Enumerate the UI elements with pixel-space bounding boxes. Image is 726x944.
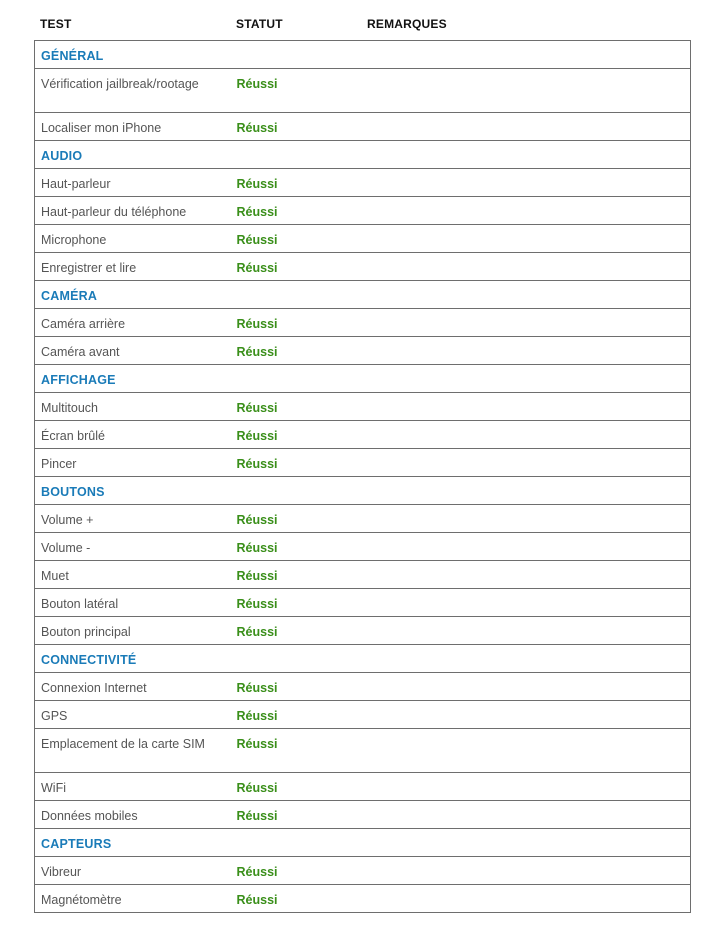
status-cell [237, 533, 368, 561]
remark-cell [368, 225, 691, 253]
status-cell [237, 449, 368, 477]
section-title: AUDIO [41, 149, 83, 163]
status-badge: Réussi [236, 681, 278, 695]
remark-cell [368, 533, 691, 561]
test-cell [35, 309, 237, 337]
status-badge: Réussi [236, 709, 278, 723]
status-cell [237, 773, 368, 801]
section-title: CAMÉRA [41, 289, 98, 303]
column-header-statut: STATUT [236, 17, 283, 31]
remark-text [368, 225, 691, 232]
table-row [35, 561, 691, 589]
remark-text [368, 801, 691, 808]
status-badge: Réussi [236, 625, 278, 639]
status-badge: Réussi [236, 205, 278, 219]
table-row [35, 617, 691, 645]
remark-cell [368, 885, 691, 913]
status-cell [237, 561, 368, 589]
remark-cell [368, 169, 691, 197]
test-results-body [35, 41, 691, 913]
status-cell [237, 729, 368, 773]
test-cell [35, 729, 237, 773]
status-badge: Réussi [236, 317, 278, 331]
section-cell [35, 477, 691, 505]
remark-text [368, 589, 691, 596]
remark-text [368, 309, 691, 316]
remark-cell [368, 253, 691, 281]
remark-text [368, 673, 691, 680]
test-name: Haut-parleur [41, 177, 111, 191]
remark-text [368, 561, 691, 568]
remark-cell [368, 197, 691, 225]
remark-cell [368, 449, 691, 477]
remark-text [368, 857, 691, 864]
table-row [35, 113, 691, 141]
remark-cell [368, 421, 691, 449]
remark-cell [368, 505, 691, 533]
status-badge: Réussi [236, 121, 278, 135]
remark-cell [368, 801, 691, 829]
status-badge: Réussi [236, 781, 278, 795]
status-cell [237, 197, 368, 225]
section-title: BOUTONS [41, 485, 105, 499]
test-cell [35, 773, 237, 801]
test-name: Magnétomètre [41, 893, 122, 907]
remark-text [368, 505, 691, 512]
test-name: Vérification jailbreak/rootage [41, 77, 199, 91]
table-row [35, 801, 691, 829]
test-cell [35, 337, 237, 365]
test-cell [35, 393, 237, 421]
test-name: Vibreur [41, 865, 82, 879]
status-cell [237, 421, 368, 449]
section-cell [35, 281, 691, 309]
test-results-table [34, 40, 691, 913]
status-cell [237, 69, 368, 113]
table-row [35, 885, 691, 913]
test-cell [35, 449, 237, 477]
test-name: Muet [41, 569, 69, 583]
test-name: Microphone [41, 233, 107, 247]
remark-cell [368, 773, 691, 801]
table-row [35, 253, 691, 281]
remark-text [368, 729, 691, 736]
section-row [35, 829, 691, 857]
remark-text [368, 393, 691, 400]
remark-text [368, 701, 691, 708]
column-header-remarques: REMARQUES [367, 17, 447, 31]
test-name: Pincer [41, 457, 77, 471]
test-cell [35, 169, 237, 197]
status-cell [237, 857, 368, 885]
status-cell [237, 113, 368, 141]
section-cell [35, 365, 691, 393]
test-name: GPS [41, 709, 68, 723]
section-title: AFFICHAGE [41, 373, 116, 387]
test-name: Haut-parleur du téléphone [41, 205, 187, 219]
status-cell [237, 169, 368, 197]
test-name: Bouton principal [41, 625, 131, 639]
test-cell [35, 421, 237, 449]
status-badge: Réussi [236, 809, 278, 823]
table-row [35, 225, 691, 253]
remark-text [368, 197, 691, 204]
test-name: Bouton latéral [41, 597, 119, 611]
test-name: Volume - [41, 541, 91, 555]
test-cell [35, 69, 237, 113]
section-row [35, 281, 691, 309]
test-cell [35, 225, 237, 253]
remark-cell [368, 857, 691, 885]
remark-cell [368, 561, 691, 589]
test-name: Enregistrer et lire [41, 261, 137, 275]
status-cell [237, 505, 368, 533]
test-name: Emplacement de la carte SIM [41, 737, 205, 751]
column-headers [34, 0, 690, 40]
status-cell [237, 337, 368, 365]
table-row [35, 337, 691, 365]
table-row [35, 533, 691, 561]
test-name: Connexion Internet [41, 681, 147, 695]
table-row [35, 169, 691, 197]
remark-text [368, 69, 691, 76]
test-cell [35, 113, 237, 141]
table-row [35, 589, 691, 617]
test-cell [35, 801, 237, 829]
test-cell [35, 885, 237, 913]
status-badge: Réussi [236, 233, 278, 247]
column-header-test: TEST [40, 17, 72, 31]
test-name: Données mobiles [41, 809, 138, 823]
status-badge: Réussi [236, 597, 278, 611]
status-badge: Réussi [236, 77, 278, 91]
table-row [35, 773, 691, 801]
test-cell [35, 253, 237, 281]
table-row [35, 449, 691, 477]
status-badge: Réussi [236, 401, 278, 415]
status-badge: Réussi [236, 261, 278, 275]
status-badge: Réussi [236, 457, 278, 471]
status-badge: Réussi [236, 429, 278, 443]
remark-cell [368, 701, 691, 729]
section-row [35, 365, 691, 393]
status-badge: Réussi [236, 865, 278, 879]
remark-cell [368, 393, 691, 421]
test-name: Volume + [41, 513, 94, 527]
section-row [35, 141, 691, 169]
status-cell [237, 801, 368, 829]
remark-text [368, 533, 691, 540]
section-cell [35, 645, 691, 673]
table-row [35, 857, 691, 885]
test-name: Multitouch [41, 401, 98, 415]
test-cell [35, 701, 237, 729]
remark-cell [368, 69, 691, 113]
status-badge: Réussi [236, 737, 278, 751]
status-cell [237, 225, 368, 253]
remark-cell [368, 113, 691, 141]
test-cell [35, 533, 237, 561]
status-cell [237, 885, 368, 913]
section-row [35, 477, 691, 505]
status-badge: Réussi [236, 345, 278, 359]
status-badge: Réussi [236, 177, 278, 191]
test-cell [35, 197, 237, 225]
test-cell [35, 505, 237, 533]
status-cell [237, 673, 368, 701]
table-row [35, 673, 691, 701]
test-name: Localiser mon iPhone [41, 121, 162, 135]
remark-cell [368, 309, 691, 337]
test-cell [35, 673, 237, 701]
status-cell [237, 589, 368, 617]
status-badge: Réussi [236, 569, 278, 583]
section-row [35, 645, 691, 673]
table-row [35, 421, 691, 449]
test-cell [35, 561, 237, 589]
table-row [35, 729, 691, 773]
remark-cell [368, 729, 691, 773]
remark-text [368, 421, 691, 428]
status-cell [237, 253, 368, 281]
status-cell [237, 617, 368, 645]
section-row [35, 41, 691, 69]
test-name: Caméra avant [41, 345, 120, 359]
table-row [35, 701, 691, 729]
status-badge: Réussi [236, 893, 278, 907]
status-cell [237, 393, 368, 421]
table-row [35, 393, 691, 421]
status-cell [237, 701, 368, 729]
remark-text [368, 253, 691, 260]
remark-text [368, 113, 691, 120]
remark-cell [368, 589, 691, 617]
remark-cell [368, 673, 691, 701]
test-cell [35, 589, 237, 617]
test-name: Caméra arrière [41, 317, 126, 331]
test-cell [35, 617, 237, 645]
section-title: CONNECTIVITÉ [41, 653, 137, 667]
section-cell [35, 829, 691, 857]
table-row [35, 197, 691, 225]
table-row [35, 69, 691, 113]
test-name: Écran brûlé [41, 429, 105, 443]
table-row [35, 309, 691, 337]
test-name: WiFi [41, 781, 66, 795]
status-badge: Réussi [236, 541, 278, 555]
remark-cell [368, 617, 691, 645]
remark-text [368, 337, 691, 344]
section-title: CAPTEURS [41, 837, 112, 851]
section-title: GÉNÉRAL [41, 49, 104, 63]
section-cell [35, 141, 691, 169]
remark-text [368, 449, 691, 456]
section-cell [35, 41, 691, 69]
remark-text [368, 773, 691, 780]
status-badge: Réussi [236, 513, 278, 527]
status-cell [237, 309, 368, 337]
remark-text [368, 617, 691, 624]
remark-text [368, 885, 691, 892]
table-row [35, 505, 691, 533]
remark-cell [368, 337, 691, 365]
test-cell [35, 857, 237, 885]
remark-text [368, 169, 691, 176]
